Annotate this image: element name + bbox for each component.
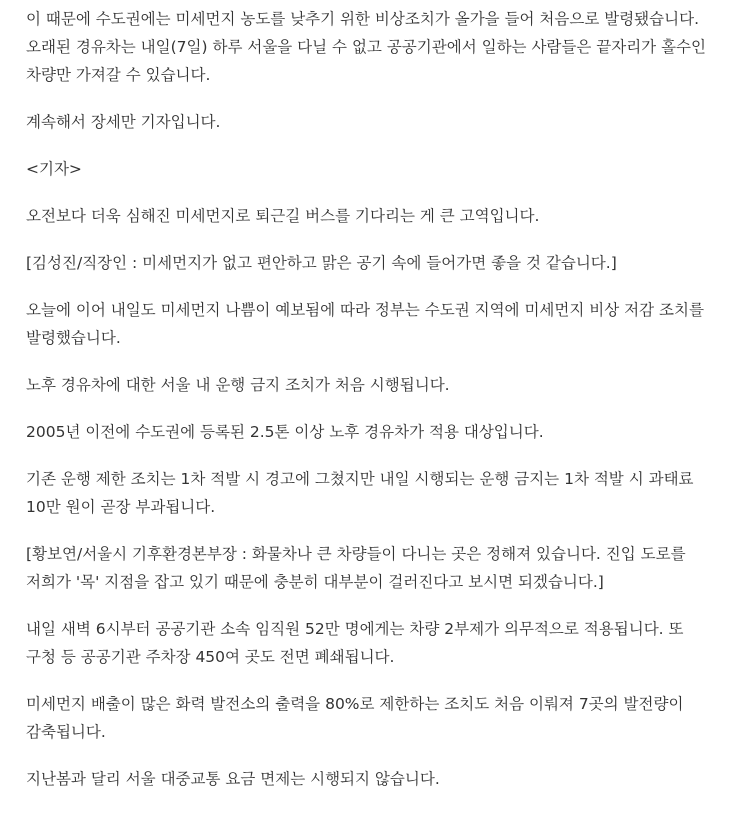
article-body <box>26 5 716 812</box>
paragraph-commute: 오전보다 더욱 심해진 미세먼지로 퇴근길 버스를 기다리는 게 큰 고역입니다. <box>26 207 540 225</box>
paragraph-quote-official: [황보연/서울시 기후환경본부장 : 화물차나 큰 차량들이 다니는 곳은 정해져 있습니다. 진입 도로를 저희가 '목' 지점을 잡고 있기 때문에 충분히 대부분이 걸러진다고 보시면 되겠습니다.] <box>26 545 686 591</box>
paragraph-quote-citizen: [김성진/직장인 : 미세먼지가 없고 편안하고 맑은 공기 속에 들어가면 좋을 것 같습니다.] <box>26 254 617 272</box>
paragraph-target-vehicles: 2005년 이전에 수도권에 등록된 2.5톤 이상 노후 경유차가 적용 대상입니다. <box>26 423 544 441</box>
paragraph-emergency-measure: 오늘에 이어 내일도 미세먼지 나쁨이 예보됨에 따라 정부는 수도권 지역에 미세먼지 비상 저감 조치를 발령했습니다. <box>26 301 704 347</box>
paragraph-public-agencies: 내일 새벽 6시부터 공공기관 소속 임직원 52만 명에게는 차량 2부제가 의무적으로 적용됩니다. 또 구청 등 공공기관 주차장 450여 곳도 전면 폐쇄됩니다. <box>26 620 684 666</box>
paragraph-reporter-tag: <기자> <box>26 160 82 178</box>
paragraph-intro: 이 때문에 수도권에는 미세먼지 농도를 낮추기 위한 비상조치가 올가을 들어 처음으로 발령됐습니다. 오래된 경유차는 내일(7일) 하루 서울을 다닐 수 없고 공공기관에서 일하는 사람들은 끝자리가 홀수인 차량만 가져갈 수 있습니다. <box>26 10 707 84</box>
paragraph-transit-fare: 지난봄과 달리 서울 대중교통 요금 면제는 시행되지 않습니다. <box>26 770 440 788</box>
paragraph-diesel-ban: 노후 경유차에 대한 서울 내 운행 금지 조치가 처음 시행됩니다. <box>26 376 450 394</box>
paragraph-power-plants: 미세먼지 배출이 많은 화력 발전소의 출력을 80%로 제한하는 조치도 처음 이뤄져 7곳의 발전량이 감축됩니다. <box>26 695 684 741</box>
paragraph-penalty: 기존 운행 제한 조치는 1차 적발 시 경고에 그쳤지만 내일 시행되는 운행 금지는 1차 적발 시 과태료 10만 원이 곧장 부과됩니다. <box>26 470 694 516</box>
paragraph-reporter-intro: 계속해서 장세만 기자입니다. <box>26 113 221 131</box>
